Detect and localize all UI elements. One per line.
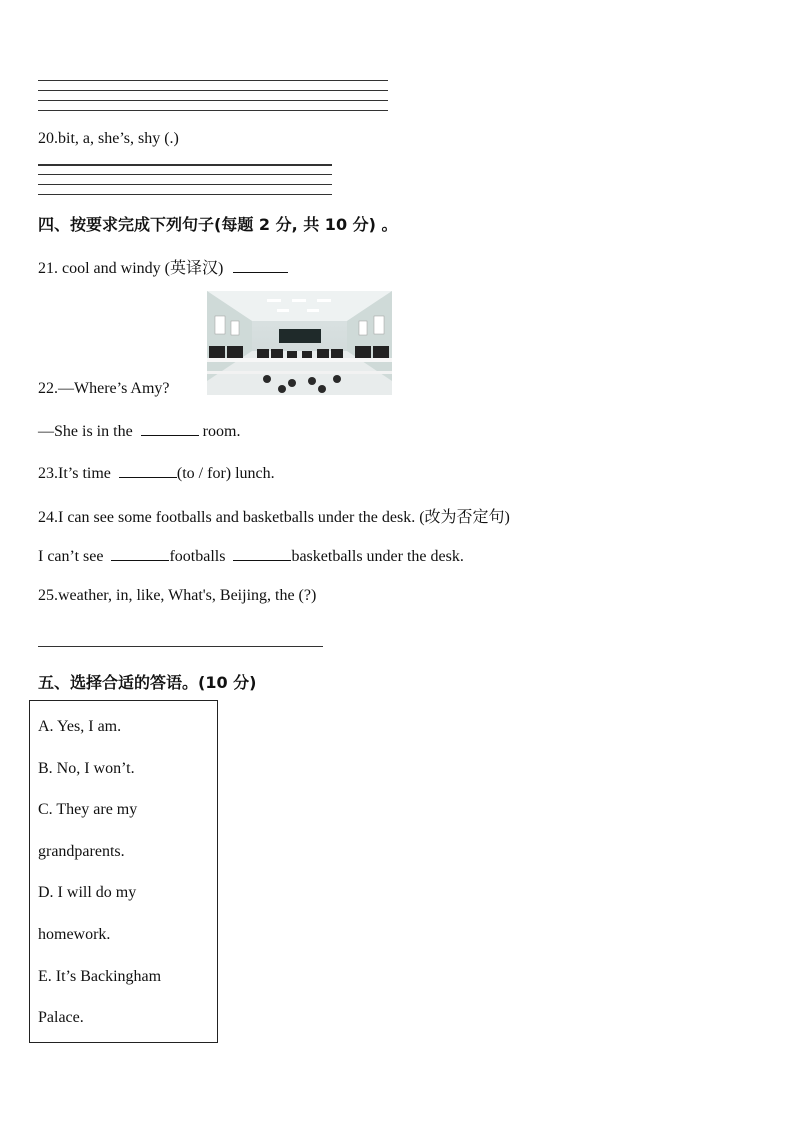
answer-line[interactable]	[38, 80, 388, 81]
section-5-heading: 五、选择合适的答语。(10 分)	[38, 673, 257, 692]
answer-line[interactable]	[38, 646, 323, 647]
answer-part-2: footballs	[169, 548, 226, 565]
option-d: D. I will do my	[38, 884, 137, 901]
answer-part-1: I can’t see	[38, 548, 104, 565]
answer-line[interactable]	[38, 174, 332, 175]
answer-part-3: basketballs under the desk.	[291, 548, 464, 565]
option-c: C. They are my	[38, 801, 138, 818]
option-e: E. It’s Backingham	[38, 968, 162, 985]
question-22: 22.—Where’s Amy?	[38, 380, 170, 397]
option-a: A. Yes, I am.	[38, 718, 122, 735]
answer-suffix: room.	[202, 423, 241, 440]
section-4-heading: 四、按要求完成下列句子(每题 2 分, 共 10 分) 。	[38, 215, 398, 234]
option-e-continued: Palace.	[38, 1009, 84, 1026]
question-23	[38, 463, 275, 483]
question-23-suffix: (to / for) lunch.	[176, 465, 275, 482]
answer-blank[interactable]	[119, 463, 177, 478]
answer-blank[interactable]	[233, 546, 291, 561]
answer-options-box	[29, 700, 218, 1043]
question-24-answer	[38, 546, 464, 566]
answer-line[interactable]	[38, 194, 332, 195]
question-21	[38, 255, 288, 278]
question-25: 25.weather, in, like, What's, Beijing, the (?)	[38, 587, 317, 604]
question-24: 24.I can see some footballs and basketballs under the desk. (改为否定句)	[38, 509, 510, 526]
option-c-continued: grandparents.	[38, 843, 125, 860]
answer-blank[interactable]	[233, 258, 288, 273]
answer-line[interactable]	[38, 110, 388, 111]
question-20: 20.bit, a, she’s, shy (.)	[38, 130, 179, 147]
computer-classroom-photo	[207, 291, 392, 395]
option-d-continued: homework.	[38, 926, 111, 943]
question-22-answer	[38, 421, 240, 441]
answer-blank[interactable]	[111, 546, 169, 561]
answer-line[interactable]	[38, 90, 388, 91]
answer-blank[interactable]	[141, 421, 199, 436]
option-b: B. No, I won’t.	[38, 760, 135, 777]
question-21-text: 21. cool and windy (英译汉)	[38, 260, 224, 277]
answer-line[interactable]	[38, 100, 388, 101]
answer-prefix: —She is in the	[38, 423, 133, 440]
answer-line[interactable]	[38, 164, 332, 166]
question-23-prefix: 23.It’s time	[38, 465, 111, 482]
answer-line[interactable]	[38, 184, 332, 185]
